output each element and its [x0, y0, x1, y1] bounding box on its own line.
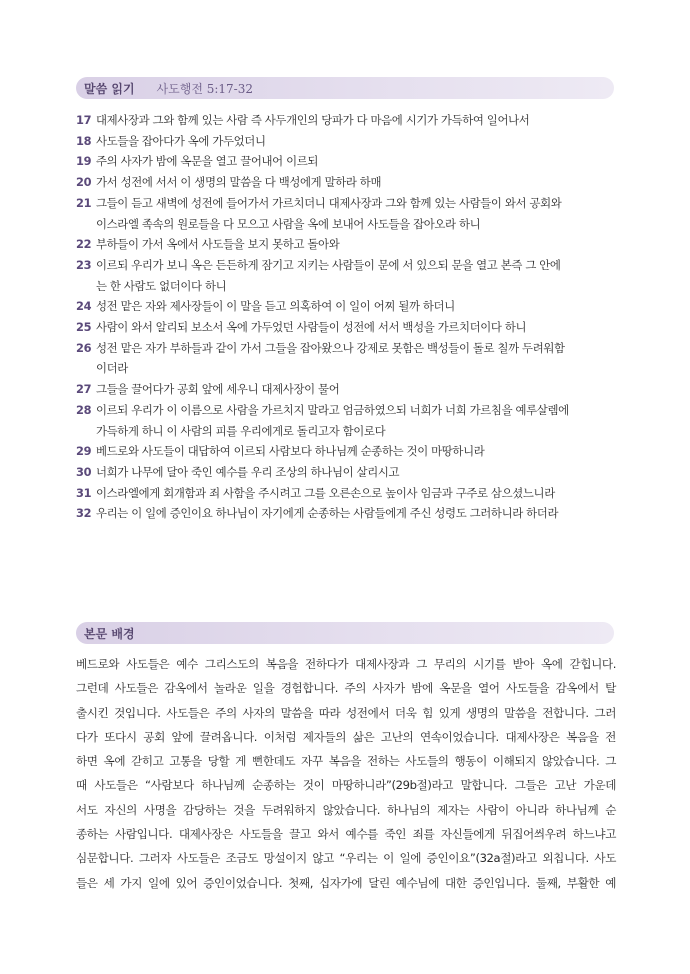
verse-number: 17: [76, 113, 92, 127]
verse-item: [76, 131, 621, 152]
verse-text: 가서 성전에 서서 이 생명의 말씀을 다 백성에게 말하라 하매: [96, 175, 382, 190]
verse-number: 23: [76, 257, 92, 272]
paragraph-line: 종하는 사람입니다. 대제사장은 사도들을 끌고 와서 예수를 죽인 죄를 자신들에게 뒤집어씌우려 하느냐고: [76, 827, 616, 842]
paragraph-line: 때 사도들은 “사람보다 하나님께 순종하는 것이 마땅하니라”(29b절)라고 말합니다. 그들은 고난 가운데: [76, 778, 616, 793]
background-section-title: 본문 배경: [84, 626, 135, 641]
verse-text: 이더라: [96, 361, 128, 376]
verse-number: 22: [76, 237, 92, 252]
verse-text: 성전 맡은 자와 제사장들이 이 말을 듣고 의혹하여 이 일이 어찌 될까 하더니: [96, 299, 455, 314]
verse-number: 20: [76, 175, 92, 190]
verse-item: [76, 400, 621, 441]
verse-list: [76, 110, 621, 524]
verse-item: [76, 441, 621, 462]
verse-text: 주의 사자가 밤에 옥문을 열고 끌어내어 이르되: [96, 154, 319, 169]
verse-item: [76, 338, 621, 379]
verse-number: 31: [76, 485, 92, 500]
verse-text: 너희가 나무에 달아 죽인 예수를 우리 조상의 하나님이 살리시고: [96, 464, 400, 479]
verse-text: 베드로와 사도들이 대답하여 이르되 사람보다 하나님께 순종하는 것이 마땅하니라: [96, 444, 485, 459]
scripture-reference: 사도행전 5:17-32: [156, 81, 254, 96]
verse-item: [76, 296, 621, 317]
verse-item: [76, 255, 621, 296]
verse-number: 19: [76, 154, 92, 169]
paragraph-line: 서도 자신의 사명을 감당하는 것을 두려워하지 않았습니다. 하나님의 제자는 사람이 아니라 하나님께 순: [76, 802, 616, 817]
verse-text: 그들이 듣고 새벽에 성전에 들어가서 가르치더니 대제사장과 그와 함께 있는 사람들이 와서 공회와: [96, 195, 562, 210]
paragraph-line: 하면 옥에 갇히고 고통을 당할 게 뻔한데도 자꾸 복음을 전하는 사도들의 행동이 이해되지 않았습니다. 그: [76, 754, 616, 769]
paragraph-line: 베드로와 사도들은 예수 그리스도의 복음을 전하다가 대제사장과 그 무리의 시기를 받아 옥에 갇힙니다.: [76, 657, 616, 671]
verse-text: 성전 맡은 자가 부하들과 같이 가서 그들을 잡아왔으나 강제로 못함은 백성들이 돌로 칠까 두려워함: [96, 340, 565, 355]
verse-text: 부하들이 가서 옥에서 사도들을 보지 못하고 돌아와: [96, 237, 340, 252]
paragraph-line: 출시킨 것입니다. 사도들은 주의 사자의 말씀을 따라 성전에서 더욱 힘 있게 생명의 말씀을 전합니다. 그러: [76, 705, 616, 720]
verse-item: [76, 172, 621, 193]
verse-text: 는 한 사람도 없더이다 하니: [96, 278, 227, 293]
paragraph-line: 그런데 사도들은 감옥에서 놀라운 일을 경험합니다. 주의 사자가 밤에 옥문을 열어 사도들을 감옥에서 탈: [76, 681, 616, 696]
background-section-header: [76, 622, 614, 644]
verse-item: [76, 379, 621, 400]
verse-number: 27: [76, 382, 92, 397]
reading-section-title: 말씀 읽기: [84, 81, 135, 96]
verse-number: 28: [76, 402, 92, 417]
verse-item: [76, 317, 621, 338]
verse-number: 18: [76, 133, 92, 148]
paragraph-line: 들은 세 가지 일에 있어 증인이었습니다. 첫째, 십자가에 달린 예수님에 대한 증인입니다. 둘째, 부활한 예: [76, 875, 616, 890]
verse-text: 이르되 우리가 이 이름으로 사람을 가르치지 말라고 엄금하였으되 너희가 너희 가르침을 예루살렘에: [96, 402, 569, 417]
verse-item: [76, 483, 621, 504]
verse-item: [76, 234, 621, 255]
verse-text: 이스라엘에게 회개함과 죄 사함을 주시려고 그를 오른손으로 높이사 임금과 구주로 삼으셨느니라: [96, 485, 555, 500]
verse-number: 32: [76, 506, 92, 521]
paragraph-line: 다가 또다시 공회 앞에 끌려옵니다. 이처럼 제자들의 삶은 고난의 연속이었습니다. 대제사장은 복음을 전: [76, 729, 616, 744]
verse-number: 24: [76, 299, 92, 314]
verse-text: 이스라엘 족속의 원로들을 다 모으고 사람을 옥에 보내어 사도들을 잡아오라 하니: [96, 216, 481, 231]
verse-text: 이르되 우리가 보니 옥은 든든하게 잠기고 지키는 사람들이 문에 서 있으되 문을 열고 본즉 그 안에: [96, 257, 561, 272]
verse-number: 26: [76, 340, 92, 355]
verse-number: 29: [76, 444, 92, 459]
verse-number: 21: [76, 195, 92, 210]
verse-text: 우리는 이 일에 증인이요 하나님이 자기에게 순종하는 사람들에게 주신 성령도 그러하니라 하더라: [96, 506, 559, 521]
verse-text: 사도들을 잡아다가 옥에 가두었더니: [96, 133, 266, 148]
verse-number: 30: [76, 464, 92, 479]
background-paragraph: [76, 652, 616, 895]
verse-item: [76, 193, 621, 234]
verse-text: 사람이 와서 알리되 보소서 옥에 가두었던 사람들이 성전에 서서 백성을 가르치더이다 하니: [96, 320, 527, 335]
verse-item: [76, 110, 621, 131]
verse-text: 그들을 끌어다가 공회 앞에 세우니 대제사장이 물어: [96, 382, 340, 397]
paragraph-line: 심문합니다. 그러자 사도들은 조금도 망설이지 않고 “우리는 이 일에 증인이요”(32a절)라고 외칩니다. 사도: [76, 851, 616, 866]
reading-section-header: [76, 77, 614, 99]
verse-number: 25: [76, 320, 92, 335]
verse-item: [76, 151, 621, 172]
verse-text: 가득하게 하니 이 사람의 피를 우리에게로 돌리고자 함이로다: [96, 423, 386, 438]
verse-text: 대제사장과 그와 함께 있는 사람 즉 사두개인의 당파가 다 마음에 시기가 가득하여 일어나서: [96, 113, 530, 127]
verse-item: [76, 503, 621, 524]
verse-item: [76, 462, 621, 483]
